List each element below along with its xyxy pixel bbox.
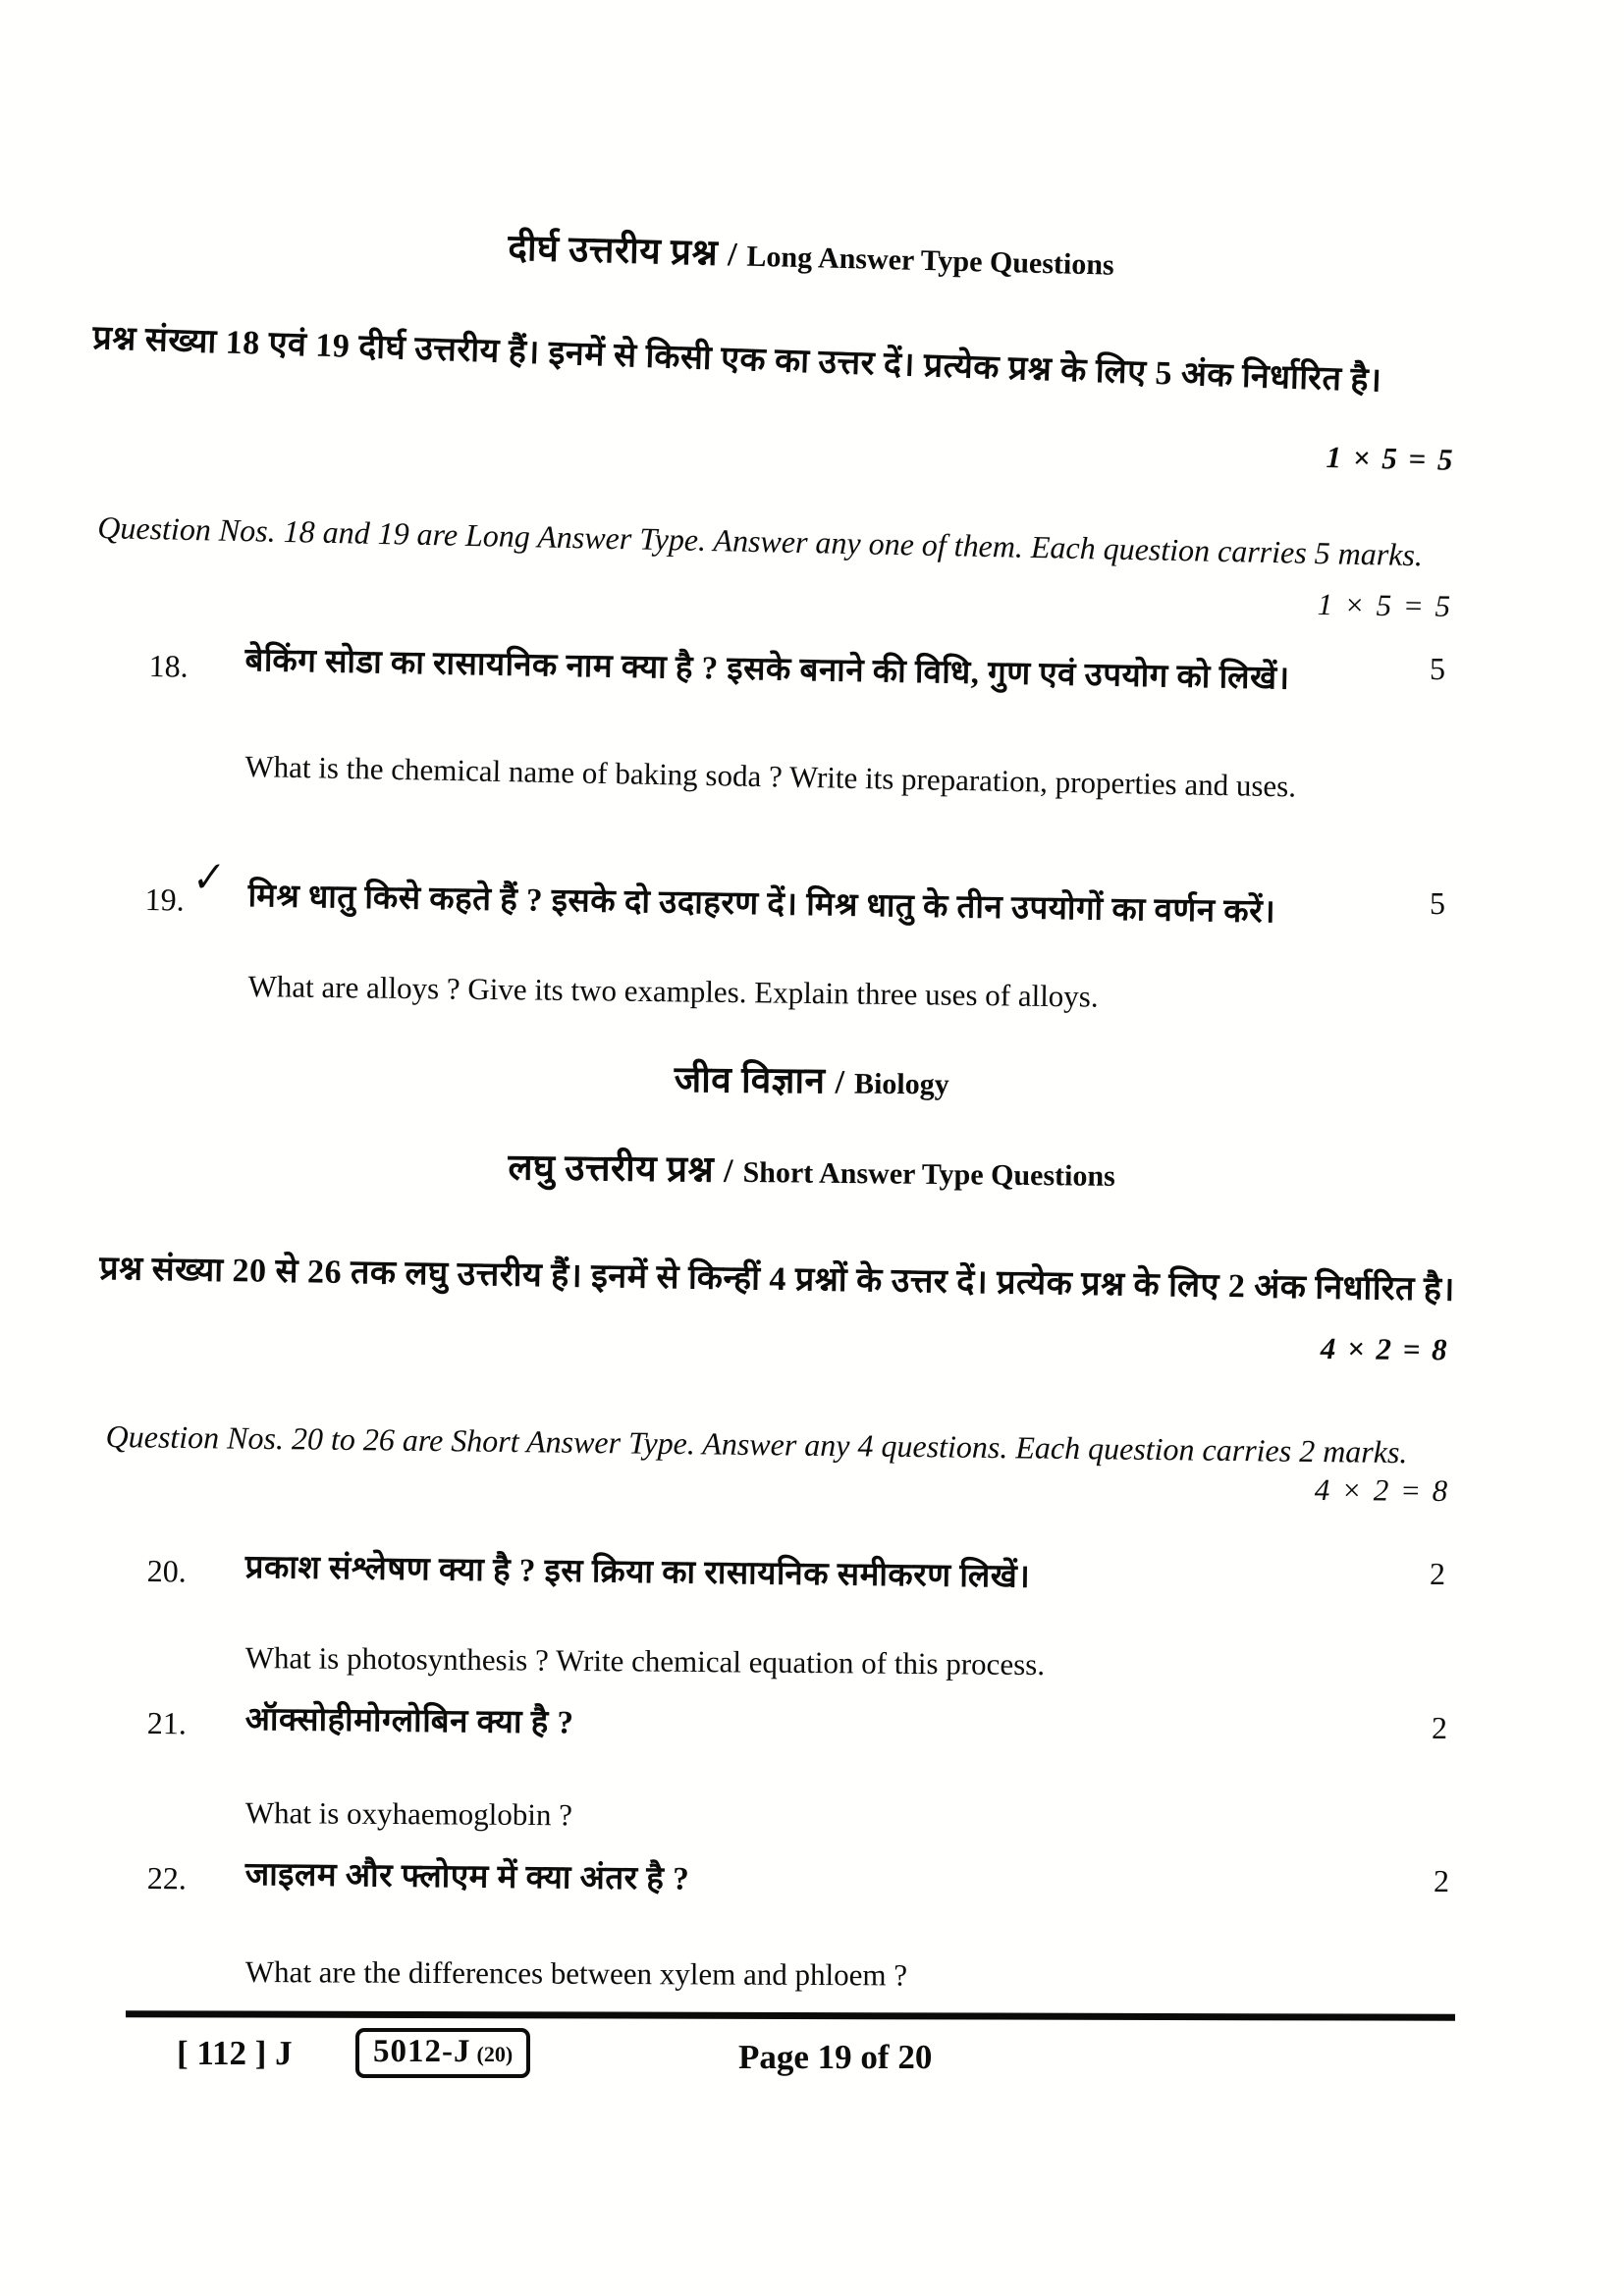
short-answer-section-heading (0, 1135, 1624, 1201)
short-answer-marks-scheme-english-line: 4 × 2 = 8 (1314, 1472, 1449, 1508)
footer-booklet-code: [ 112 ] J (177, 2034, 293, 2072)
question-18-marks: 5 (1430, 651, 1445, 686)
tick-mark-annotation: ✓ (190, 852, 228, 902)
question-18-text-hindi: बेकिंग सोडा का रासायनिक नाम क्या है ? इसके बनाने की विधि, गुण एवं उपयोग को लिखें। (244, 642, 1290, 697)
question-20-number: 20. (146, 1553, 187, 1589)
heading-separator: / (723, 1152, 733, 1190)
heading-separator: / (727, 237, 738, 274)
question-19-text-hindi: मिश्र धातु किसे कहते हैं ? इसके दो उदाहरण दें। मिश्र धातु के तीन उपयोगों का वर्णन करें। (247, 878, 1276, 931)
long-answer-heading-english: Long Answer Type Questions (746, 240, 1115, 282)
question-21-text-hindi: ऑक्सोहीमोग्लोबिन क्या है ? (244, 1701, 574, 1741)
short-answer-instruction-english: Question Nos. 20 to 26 are Short Answer Type. Answer any 4 questions. Each question carries 2 marks. (105, 1417, 1408, 1470)
question-20-marks: 2 (1430, 1556, 1445, 1591)
long-answer-instruction-hindi: प्रश्न संख्या 18 एवं 19 दीर्घ उत्तरीय हैं। इनमें से किसी एक का उत्तर दें। प्रत्येक प्रश्न के लिए 5 अंक निर्धारित है। (91, 319, 1382, 400)
question-18-number: 18. (148, 648, 189, 684)
question-22-number: 22. (146, 1860, 187, 1896)
question-21-text-english: What is oxyhaemoglobin ? (244, 1794, 573, 1833)
heading-separator: / (835, 1064, 845, 1101)
long-answer-instruction-english: Question Nos. 18 and 19 are Long Answer Type. Answer any one of them. Each question carries 5 marks. (97, 508, 1424, 573)
long-answer-section-heading (0, 208, 1624, 297)
question-20-text-english: What is photosynthesis ? Write chemical equation of this process. (244, 1639, 1046, 1682)
footer-paper-code-suffix: (20) (476, 2042, 514, 2066)
long-answer-heading-hindi: दीर्घ उत्तरीय प्रश्न (507, 228, 719, 274)
footer-page-indicator: Page 19 of 20 (738, 2038, 933, 2076)
question-19-text-english: What are alloys ? Give its two examples. Explain three uses of alloys. (247, 968, 1099, 1014)
question-19-marks: 5 (1430, 885, 1445, 921)
short-answer-marks-scheme-hindi-line: 4 × 2 = 8 (1320, 1331, 1449, 1367)
biology-subject-heading (0, 1046, 1624, 1110)
short-answer-heading-english: Short Answer Type Questions (742, 1155, 1115, 1193)
long-answer-marks-scheme-hindi-line: 1 × 5 = 5 (1326, 440, 1455, 477)
question-21-number: 21. (146, 1705, 187, 1741)
question-18-text-english: What is the chemical name of baking soda ? Write its preparation, properties and uses. (244, 748, 1297, 804)
biology-subject-english: Biology (853, 1067, 949, 1101)
biology-subject-hindi: जीव विज्ञान (674, 1059, 826, 1102)
question-21-marks: 2 (1432, 1710, 1447, 1745)
question-22-text-english: What are the differences between xylem and phloem ? (244, 1953, 908, 1993)
question-19-number: 19. (144, 881, 185, 918)
footer-divider-rule (126, 2010, 1455, 2021)
question-20-text-hindi: प्रकाश संश्लेषण क्या है ? इस क्रिया का रासायनिक समीकरण लिखें। (244, 1549, 1031, 1595)
footer-paper-code: 5012-J (373, 2034, 471, 2069)
short-answer-heading-hindi: लघु उत्तरीय प्रश्न (508, 1148, 715, 1191)
footer-paper-code-box (355, 2028, 530, 2078)
question-22-text-hindi: जाइलम और फ्लोएम में क्या अंतर है ? (244, 1856, 690, 1897)
question-22-marks: 2 (1434, 1863, 1449, 1898)
long-answer-marks-scheme-english-line: 1 × 5 = 5 (1317, 587, 1452, 623)
short-answer-instruction-hindi: प्रश्न संख्या 20 से 26 तक लघु उत्तरीय हैं। इनमें से किन्हीं 4 प्रश्नों के उत्तर दें। प्रत्येक प्रश्न के लिए 2 अंक निर्धारित है। (99, 1250, 1456, 1308)
